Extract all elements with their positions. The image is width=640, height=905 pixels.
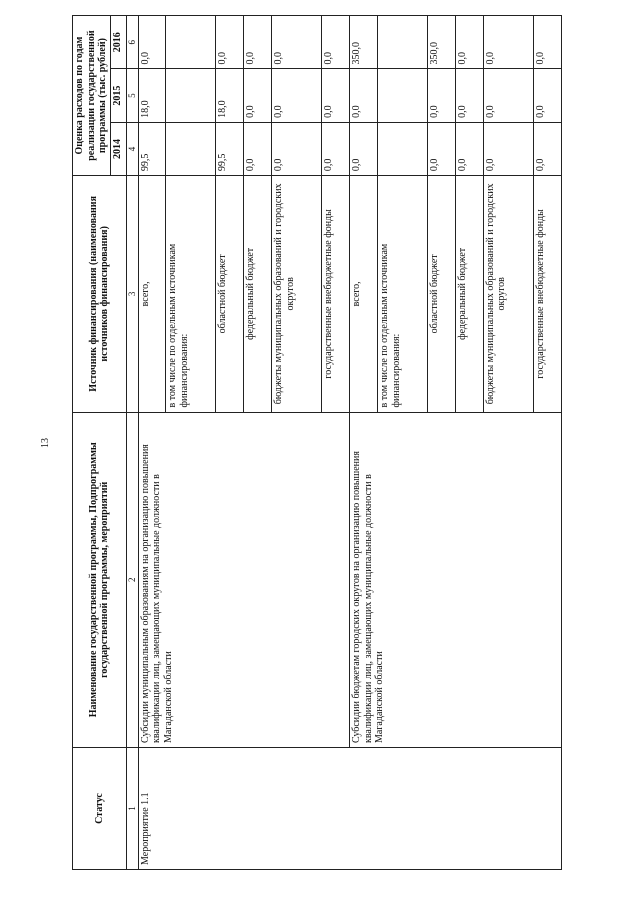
source-cell: бюджеты муниципальных образований и городских округов	[483, 176, 533, 412]
value-cell: 0,0	[428, 69, 456, 122]
value-cell: 18,0	[216, 69, 244, 122]
value-cell: 0,0	[456, 69, 484, 122]
value-cell: 0,0	[322, 16, 350, 69]
value-cell: 0,0	[350, 69, 378, 122]
value-cell	[166, 16, 216, 69]
rotated-table-container	[72, 15, 562, 870]
value-cell: 0,0	[456, 16, 484, 69]
source-cell: в том числе по отдельным источникам финансирования:	[166, 176, 216, 412]
value-cell: 0,0	[244, 122, 272, 175]
source-cell: областной бюджет	[216, 176, 244, 412]
index-cell: 1	[126, 748, 138, 870]
value-cell: 99,5	[216, 122, 244, 175]
value-cell: 0,0	[322, 69, 350, 122]
header-year-2015: 2015	[110, 69, 126, 122]
value-cell: 0,0	[272, 69, 322, 122]
header-year-2016: 2016	[110, 16, 126, 69]
source-cell: всего,	[138, 176, 166, 412]
value-cell: 0,0	[456, 122, 484, 175]
table-row	[138, 16, 166, 870]
value-cell: 0,0	[428, 122, 456, 175]
index-cell: 3	[126, 176, 138, 412]
value-cell	[166, 69, 216, 122]
value-cell	[378, 69, 428, 122]
value-cell: 0,0	[534, 122, 562, 175]
header-source: Источник финансирования (наименования источников финансирования)	[73, 176, 127, 412]
header-year-2014: 2014	[110, 122, 126, 175]
value-cell: 0,0	[272, 122, 322, 175]
value-cell: 350,0	[428, 16, 456, 69]
value-cell	[378, 122, 428, 175]
header-name: Наименование государственной программы, Подпрограммы государственной программы, мероприятий	[73, 412, 127, 747]
table-row	[350, 16, 378, 870]
index-cell: 4	[126, 122, 138, 175]
financing-table	[72, 15, 562, 870]
source-cell: в том числе по отдельным источникам финансирования:	[378, 176, 428, 412]
measure-name-1: Субсидии муниципальным образованиям на организацию повышения квалификации лиц, замещающих муниципальные должности в Магаданской области	[138, 412, 350, 747]
value-cell: 0,0	[244, 16, 272, 69]
value-cell: 0,0	[483, 122, 533, 175]
value-cell: 0,0	[138, 16, 166, 69]
value-cell: 18,0	[138, 69, 166, 122]
value-cell: 0,0	[272, 16, 322, 69]
value-cell: 350,0	[350, 16, 378, 69]
source-cell: федеральный бюджет	[244, 176, 272, 412]
page-number: 13	[40, 438, 51, 448]
index-cell: 5	[126, 69, 138, 122]
header-status: Статус	[73, 748, 127, 870]
value-cell: 0,0	[483, 16, 533, 69]
value-cell	[166, 122, 216, 175]
value-cell: 0,0	[483, 69, 533, 122]
value-cell: 0,0	[244, 69, 272, 122]
index-row	[126, 16, 138, 870]
header-estimate: Оценка расходов по годам реализации государственной программы (тыс. рублей)	[73, 16, 111, 176]
source-cell: государственные внебюджетные фонды	[534, 176, 562, 412]
value-cell: 0,0	[322, 122, 350, 175]
value-cell: 0,0	[534, 69, 562, 122]
source-cell: всего,	[350, 176, 378, 412]
value-cell: 99,5	[138, 122, 166, 175]
index-cell: 6	[126, 16, 138, 69]
index-cell: 2	[126, 412, 138, 747]
measure-name-2: Субсидии бюджетам городских округов на организацию повышения квалификации лиц, замещающих муниципальные должности в Магаданской области	[350, 412, 562, 747]
value-cell: 0,0	[350, 122, 378, 175]
value-cell: 0,0	[534, 16, 562, 69]
source-cell: государственные внебюджетные фонды	[322, 176, 350, 412]
source-cell: федеральный бюджет	[456, 176, 484, 412]
status-cell: Мероприятие 1.1	[138, 748, 562, 870]
value-cell	[378, 16, 428, 69]
value-cell: 0,0	[216, 16, 244, 69]
source-cell: бюджеты муниципальных образований и городских округов	[272, 176, 322, 412]
source-cell: областной бюджет	[428, 176, 456, 412]
